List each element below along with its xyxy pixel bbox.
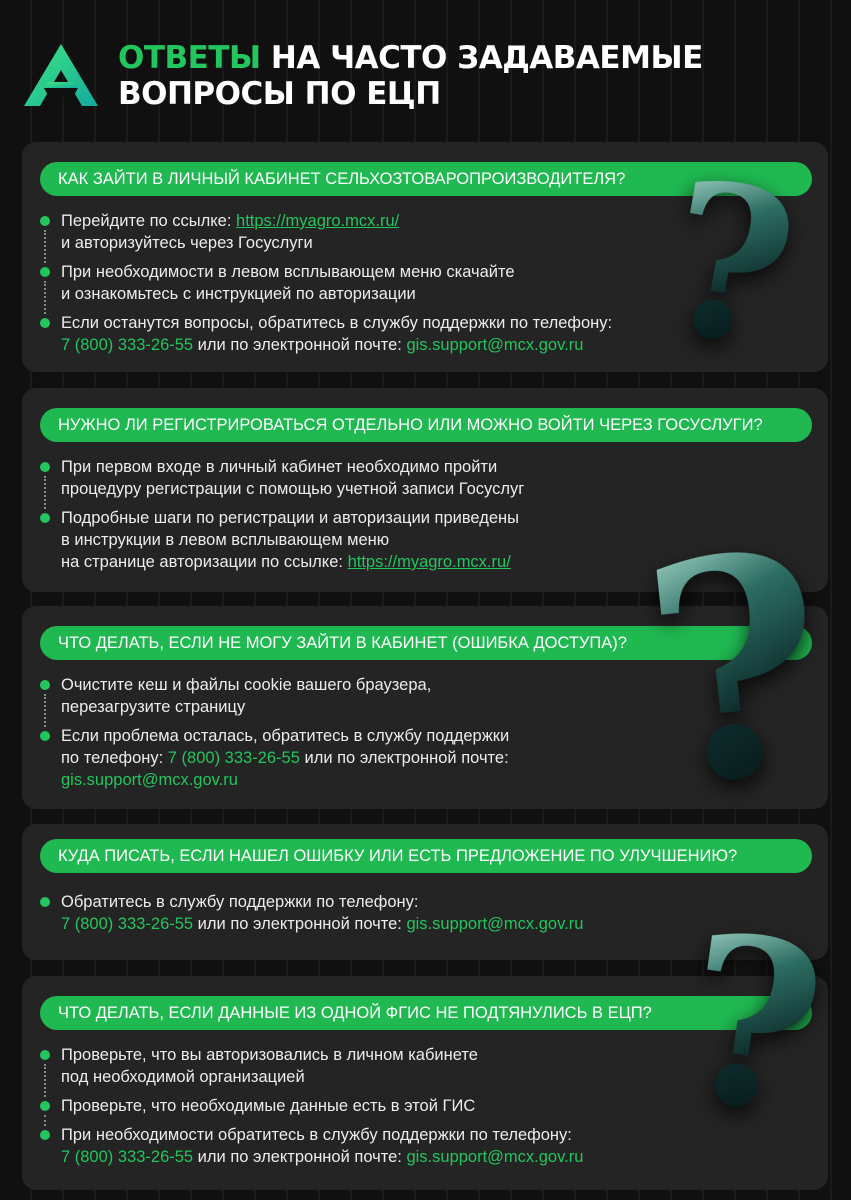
support-email[interactable]: gis.support@mcx.gov.ru [61, 771, 238, 789]
faq-answer-list [40, 210, 812, 363]
answer-text-mid: или по электронной почте: [193, 915, 407, 933]
support-email[interactable]: gis.support@mcx.gov.ru [406, 336, 584, 354]
answer-text-mid: или по электронной почте: [193, 336, 407, 354]
answer-text: Очистите кеш и файлы cookie вашего браузера, перезагрузите страницу [61, 676, 432, 716]
support-email[interactable]: gis.support@mcx.gov.ru [406, 1148, 584, 1166]
faq-card-registration [22, 388, 828, 592]
answer-text: При необходимости обратитесь в службу поддержки по телефону: [61, 1126, 572, 1144]
faq-answer-item [40, 312, 812, 356]
faq-question: ЧТО ДЕЛАТЬ, ЕСЛИ ДАННЫЕ ИЗ ОДНОЙ ФГИС НЕ ПОДТЯНУЛИСЬ В ЕЦП? [40, 996, 812, 1030]
faq-card-access-error [22, 606, 828, 809]
answer-text: Перейдите по ссылке: [61, 212, 237, 230]
faq-answer-list [40, 456, 812, 580]
page-title [118, 40, 832, 112]
answer-text-end: и авторизуйтесь через Госуслуги [61, 234, 313, 252]
faq-question: КАК ЗАЙТИ В ЛИЧНЫЙ КАБИНЕТ СЕЛЬХОЗТОВАРОПРОИЗВОДИТЕЛЯ? [40, 162, 812, 196]
faq-question: ЧТО ДЕЛАТЬ, ЕСЛИ НЕ МОГУ ЗАЙТИ В КАБИНЕТ (ОШИБКА ДОСТУПА)? [40, 626, 812, 660]
faq-answer-list [40, 891, 812, 942]
faq-question: НУЖНО ЛИ РЕГИСТРИРОВАТЬСЯ ОТДЕЛЬНО ИЛИ МОЖНО ВОЙТИ ЧЕРЕЗ ГОСУСЛУГИ? [40, 408, 812, 442]
support-phone[interactable]: 7 (800) 333-26-55 [61, 1148, 194, 1166]
support-email[interactable]: gis.support@mcx.gov.ru [406, 915, 584, 933]
faq-answer-list [40, 1044, 812, 1175]
brand-logo-icon [22, 42, 100, 108]
faq-answer-item [40, 1044, 812, 1088]
faq-question: КУДА ПИСАТЬ, ЕСЛИ НАШЕЛ ОШИБКУ ИЛИ ЕСТЬ ПРЕДЛОЖЕНИЕ ПО УЛУЧШЕНИЮ? [40, 839, 812, 873]
page-title-rest: НА ЧАСТО ЗАДАВАЕМЫЕ ВОПРОСЫ ПО ЕЦП [118, 40, 703, 112]
page-header [22, 36, 832, 122]
faq-answer-item [40, 1124, 812, 1168]
answer-text-mid: или по электронной почте: [304, 749, 509, 767]
answer-text: Проверьте, что вы авторизовались в личном кабинете под необходимой организацией [61, 1046, 478, 1086]
faq-answer-item [40, 674, 812, 718]
myagro-link[interactable]: https://myagro.mcx.ru/ [347, 553, 511, 571]
faq-answer-list [40, 674, 812, 798]
support-phone[interactable]: 7 (800) 333-26-55 [167, 749, 300, 767]
answer-text-mid: или по электронной почте: [193, 1148, 407, 1166]
faq-answer-item [40, 891, 812, 935]
answer-text: Обратитесь в службу поддержки по телефону: [61, 893, 419, 911]
answer-text: Проверьте, что необходимые данные есть в этой ГИС [61, 1097, 476, 1115]
answer-text: Если проблема осталась, обратитесь в службу поддержки по телефону: [61, 727, 510, 767]
support-phone[interactable]: 7 (800) 333-26-55 [61, 336, 194, 354]
answer-text: При необходимости в левом всплывающем меню скачайте и ознакомьтесь с инструкцией по авторизации [61, 263, 515, 303]
page-title-accent: ОТВЕТЫ [118, 40, 261, 76]
faq-answer-item [40, 1095, 812, 1117]
faq-card-fgis-data [22, 976, 828, 1190]
faq-answer-item [40, 456, 812, 500]
answer-text: При первом входе в личный кабинет необходимо пройти процедуру регистрации с помощью учетной записи Госуслуг [61, 458, 525, 498]
faq-card-feedback [22, 824, 828, 960]
answer-text: Подробные шаги по регистрации и авторизации приведены в инструкции в левом всплывающем меню на странице авторизации по ссылке: [61, 509, 520, 571]
faq-answer-item [40, 261, 812, 305]
myagro-link[interactable]: https://myagro.mcx.ru/ [236, 212, 400, 230]
faq-card-login [22, 142, 828, 372]
answer-text: Если останутся вопросы, обратитесь в службу поддержки по телефону: [61, 314, 613, 332]
faq-answer-item [40, 507, 812, 573]
faq-answer-item [40, 725, 812, 791]
support-phone[interactable]: 7 (800) 333-26-55 [61, 915, 194, 933]
faq-answer-item [40, 210, 812, 254]
